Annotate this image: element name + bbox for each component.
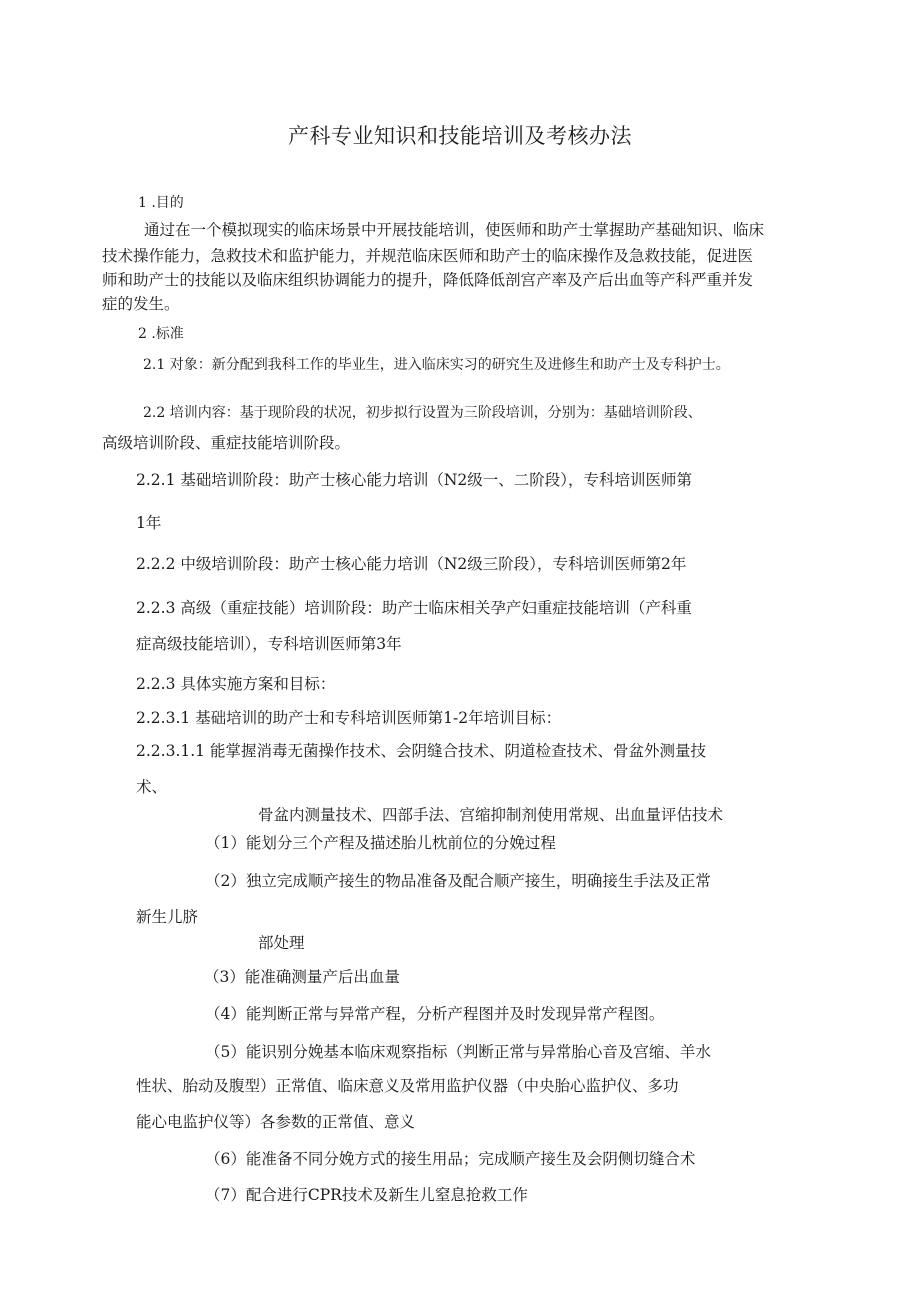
paragraph-line: 症的发生。 <box>102 295 180 313</box>
list-item-continuation: 部处理 <box>258 934 305 952</box>
list-item: （1）能划分三个产程及描述胎儿枕前位的分娩过程 <box>205 834 556 852</box>
paragraph-line: 2.2.3.1 基础培训的助产士和专科培训医师第1-2年培训目标： <box>136 709 562 727</box>
paragraph-line: 骨盆内测量技术、四部手法、宫缩抑制剂使用常规、出血量评估技术 <box>258 806 724 824</box>
paragraph-line: 2.2 培训内容：基于现阶段的状况，初步拟行设置为三阶段培训，分别为：基础培训阶段、 <box>143 405 702 421</box>
paragraph-line: 通过在一个模拟现实的临床场景中开展技能培训，使医师和助产士掌握助产基础知识、临床 <box>144 221 765 239</box>
paragraph-line: 2.2.3 高级（重症技能）培训阶段：助产士临床相关孕产妇重症技能培训（产科重 <box>136 599 692 617</box>
list-item-continuation: 性状、胎动及腹型）正常值、临床意义及常用监护仪器（中央胎心监护仪、多功 <box>136 1077 679 1095</box>
paragraph-line: 症高级技能培训），专科培训医师第3年 <box>136 635 402 653</box>
list-item: （4）能判断正常与异常产程，分析产程图并及时发现异常产程图。 <box>205 1005 665 1023</box>
paragraph-line: 1年 <box>136 514 162 532</box>
paragraph-line: 2.1 对象：新分配到我科工作的毕业生，进入临床实习的研究生及进修生和助产士及专科护士。 <box>143 357 730 373</box>
section-heading-purpose: 1 .目的 <box>138 195 184 211</box>
list-item-continuation: 能心电监护仪等）各参数的正常值、意义 <box>136 1113 416 1131</box>
paragraph-line: 技术操作能力，急救技术和监护能力，并规范临床医师和助产士的临床操作及急救技能，促进医 <box>102 247 754 265</box>
document-title: 产科专业知识和技能培训及考核办法 <box>288 124 632 148</box>
paragraph-line: 师和助产士的技能以及临床组织协调能力的提升，降低降低剖宫产率及产后出血等产科严重并发 <box>102 271 754 289</box>
section-heading-standard: 2 .标准 <box>138 326 184 342</box>
paragraph-line: 术、 <box>136 778 168 796</box>
list-item: （6）能准备不同分娩方式的接生用品；完成顺产接生及会阴侧切缝合术 <box>205 1150 696 1168</box>
paragraph-line: 2.2.2 中级培训阶段：助产士核心能力培训（N2级三阶段），专科培训医师第2年 <box>136 555 687 573</box>
list-item-continuation: 新生儿脐 <box>136 908 199 926</box>
list-item: （3）能准确测量产后出血量 <box>204 968 400 986</box>
paragraph-line: 高级培训阶段、重症技能培训阶段。 <box>102 434 351 452</box>
list-item: （5）能识别分娩基本临床观察指标（判断正常与异常胎心音及宫缩、羊水 <box>205 1043 711 1061</box>
list-item: （2）独立完成顺产接生的物品准备及配合顺产接生，明确接生手法及正常 <box>205 872 711 890</box>
paragraph-line: 2.2.3.1.1 能掌握消毒无菌操作技术、会阴缝合技术、阴道检查技术、骨盆外测量技 <box>136 742 706 760</box>
list-item: （7）配合进行CPR技术及新生儿窒息抢救工作 <box>205 1186 528 1204</box>
paragraph-line: 2.2.1 基础培训阶段：助产士核心能力培训（N2级一、二阶段），专科培训医师第 <box>136 471 693 489</box>
paragraph-line: 2.2.3 具体实施方案和目标： <box>136 675 336 693</box>
